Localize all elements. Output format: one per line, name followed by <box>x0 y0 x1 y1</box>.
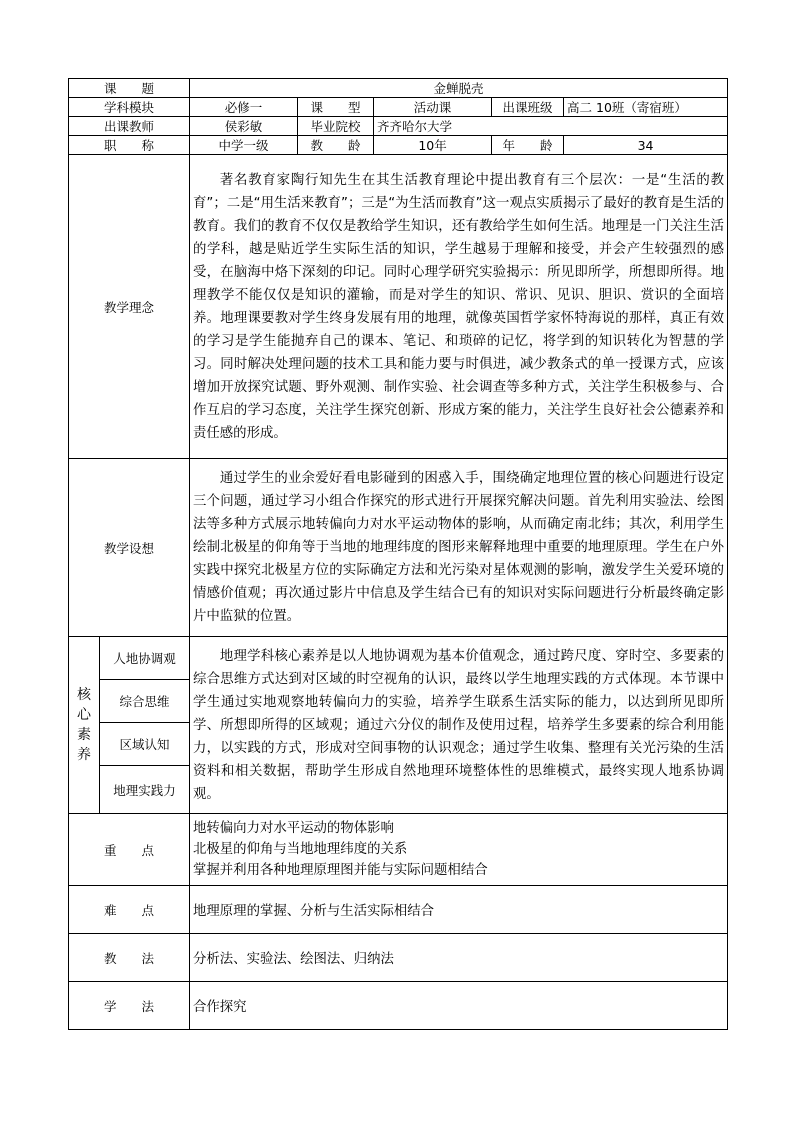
literacy-text: 地理学科核心素养是以人地协调观为基本价值观念，通过跨尺度、穿时空、多要素的综合思维方式达到对区域的时空视角的认识，最终以学生地理实践的方式体现。本节课中学生通过实地观察地转偏向力的实验，培养学生联系生活实际的能力，以达到所见即所学、所想即所得的区域观；通过六分仪的制作及使用过程，培养学生多要素的综合利用能力，以实践的方式，形成对空间事物的认识观念；通过学生收集、整理有关光污染的生活资料和相关数据，帮助学生形成自然地理环境整体性的思维模式，最终实现人地系协调观。 <box>193 648 725 802</box>
module-label: 学科模块 <box>69 98 190 117</box>
lesson-plan-table <box>68 78 728 1030</box>
design-cell <box>190 459 728 637</box>
teaching-method-value: 分析法、实验法、绘图法、归纳法 <box>190 934 728 982</box>
row-literacy-1 <box>69 637 728 680</box>
age-value: 34 <box>564 136 728 155</box>
row-learning-method <box>69 982 728 1030</box>
literacy-char: 素 <box>77 727 91 743</box>
literacy-item: 综合思维 <box>100 680 190 723</box>
philosophy-cell <box>190 155 728 459</box>
key-points-cell <box>190 814 728 886</box>
age-label: 年 龄 <box>492 136 564 155</box>
school-value: 齐齐哈尔大学 <box>374 117 728 136</box>
class-value: 高二 10班（寄宿班） <box>564 98 728 117</box>
row-teaching-method <box>69 934 728 982</box>
class-label: 出课班级 <box>492 98 564 117</box>
key-point-line: 北极星的仰角与当地地理纬度的关系 <box>193 842 408 857</box>
module-value: 必修一 <box>190 98 298 117</box>
row-philosophy <box>69 155 728 459</box>
type-value: 活动课 <box>374 98 492 117</box>
topic-value: 金蝉脱壳 <box>190 79 728 98</box>
title-label: 职 称 <box>69 136 190 155</box>
design-label: 教学设想 <box>69 459 190 637</box>
difficulty-label: 难 点 <box>69 886 190 934</box>
teach-age-label: 教 龄 <box>298 136 374 155</box>
literacy-label <box>69 637 100 814</box>
literacy-cell <box>190 637 728 814</box>
key-point-line: 掌握并利用各种地理原理图并能与实际问题相结合 <box>193 863 488 878</box>
literacy-char: 核 <box>77 687 91 703</box>
teacher-label: 出课教师 <box>69 117 190 136</box>
teaching-method-label: 教 法 <box>69 934 190 982</box>
literacy-item: 人地协调观 <box>100 637 190 680</box>
row-title <box>69 136 728 155</box>
literacy-char: 心 <box>77 707 91 723</box>
literacy-item: 区域认知 <box>100 723 190 766</box>
key-point-line: 地转偏向力对水平运动的物体影响 <box>193 821 394 836</box>
title-value: 中学一级 <box>190 136 298 155</box>
row-teacher <box>69 117 728 136</box>
row-topic <box>69 79 728 98</box>
key-points-label: 重 点 <box>69 814 190 886</box>
literacy-item: 地理实践力 <box>100 766 190 814</box>
teacher-value: 侯彩敏 <box>190 117 298 136</box>
literacy-char: 养 <box>77 747 91 763</box>
row-key-points <box>69 814 728 886</box>
difficulty-value: 地理原理的掌握、分析与生活实际相结合 <box>190 886 728 934</box>
school-label: 毕业院校 <box>298 117 374 136</box>
teach-age-value: 10年 <box>374 136 492 155</box>
type-label: 课 型 <box>298 98 374 117</box>
philosophy-label: 教学理念 <box>69 155 190 459</box>
design-text: 通过学生的业余爱好看电影碰到的困惑入手，围绕确定地理位置的核心问题进行设定三个问题，通过学习小组合作探究的形式进行开展探究解决问题。首先利用实验法、绘图法等多种方式展示地转偏向力对水平运动物体的影响，从而确定南北纬；其次，利用学生绘制北极星的仰角等于当地的地理纬度的图形来解释地理中重要的地理原理。学生在户外实践中探究北极星方位的实际确定方法和光污染对星体观测的影响，激发学生关爱环境的情感价值观；再次通过影片中信息及学生结合已有的知识对实际问题进行分析最终确定影片中监狱的位置。 <box>193 471 725 624</box>
row-difficulty <box>69 886 728 934</box>
row-design <box>69 459 728 637</box>
learning-method-label: 学 法 <box>69 982 190 1030</box>
row-module <box>69 98 728 117</box>
topic-label: 课 题 <box>69 79 190 98</box>
learning-method-value: 合作探究 <box>190 982 728 1030</box>
philosophy-text: 著名教育家陶行知先生在其生活教育理论中提出教育有三个层次：一是“生活的教育”；二是“用生活来教育”；三是“为生活而教育”这一观点实质揭示了最好的教育是生活的教育。我们的教育不仅仅是教给学生知识，还有教给学生如何生活。地理是一门关注生活的学科，越是贴近学生实际生活的知识，学生越易于理解和接受，并会产生较强烈的感受，在脑海中烙下深刻的印记。同时心理学研究实验揭示：所见即所学，所想即所得。地理教学不能仅仅是知识的灌输，而是对学生的知识、常识、见识、胆识、赏识的全面培养。地理课要教对学生终身发展有用的地理，就像英国哲学家怀特海说的那样，真正有效的学习是学生能抛弃自己的课本、笔记、和琐碎的记忆，将学到的知识转化为智慧的学习。同时解决处理问题的技术工具和能力要与时俱进，减少教条式的单一授课方式，应该增加开放探究试题、野外观测、制作实验、社会调查等多种方式，关注学生积极参与、合作互启的学习态度，关注学生探究创新、形成方案的能力，关注学生良好社会公德素养和责任感的形成。 <box>193 172 725 441</box>
